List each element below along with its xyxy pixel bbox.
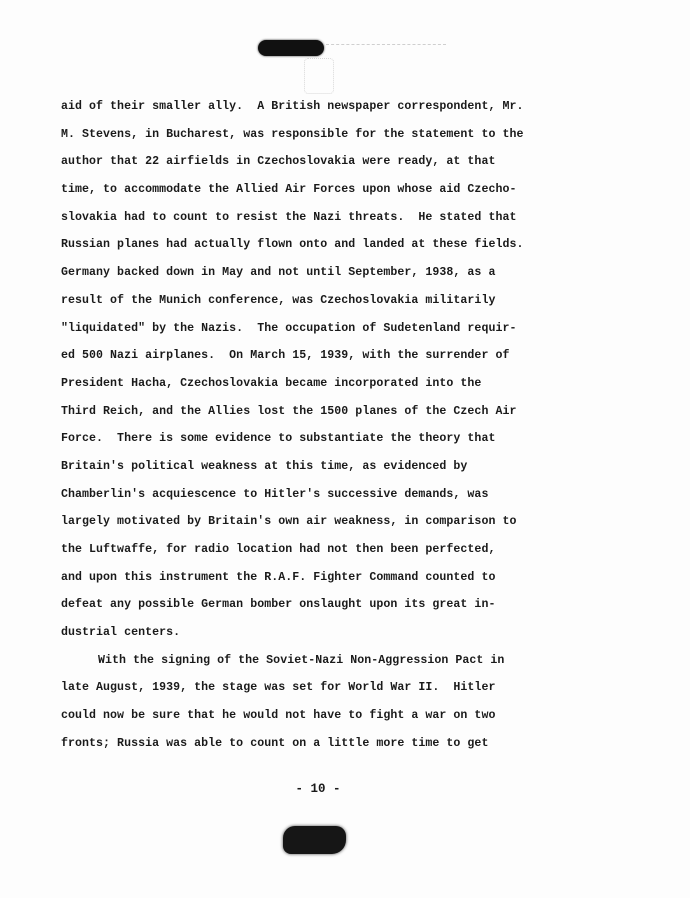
text-line: Chamberlin's acquiescence to Hitler's successive demands, was xyxy=(61,487,489,501)
text-line: Force. There is some evidence to substantiate the theory that xyxy=(61,432,496,446)
text-line: time, to accommodate the Allied Air Forces upon whose aid Czecho- xyxy=(61,183,517,197)
text-line: slovakia had to count to resist the Nazi threats. He stated that xyxy=(61,210,517,224)
text-line: result of the Munich conference, was Czechoslovakia militarily xyxy=(61,293,496,307)
body-text xyxy=(61,93,541,758)
text-line: late August, 1939, the stage was set for World War II. Hitler xyxy=(61,681,496,695)
redaction-mark-top xyxy=(258,40,324,56)
text-line: could now be sure that he would not have to fight a war on two xyxy=(61,709,496,723)
text-line: Third Reich, and the Allies lost the 1500 planes of the Czech Air xyxy=(61,404,517,418)
text-line: President Hacha, Czechoslovakia became incorporated into the xyxy=(61,376,482,390)
text-line: largely motivated by Britain's own air weakness, in comparison to xyxy=(61,515,517,529)
text-line: M. Stevens, in Bucharest, was responsible for the statement to the xyxy=(61,127,524,141)
text-line: Britain's political weakness at this time, as evidenced by xyxy=(61,459,468,473)
text-line: With the signing of the Soviet-Nazi Non-Aggression Pact in xyxy=(98,653,505,667)
text-line: Russian planes had actually flown onto and landed at these fields. xyxy=(61,238,524,252)
text-line: "liquidated" by the Nazis. The occupation of Sudetenland requir- xyxy=(61,321,517,335)
text-line: fronts; Russia was able to count on a little more time to get xyxy=(61,736,489,750)
page-number: - 10 - xyxy=(295,782,341,796)
faint-stamp-mark xyxy=(304,58,334,94)
text-line: ed 500 Nazi airplanes. On March 15, 1939, with the surrender of xyxy=(61,349,510,363)
scan-smudge xyxy=(326,44,446,48)
text-line: the Luftwaffe, for radio location had not then been perfected, xyxy=(61,543,496,556)
text-line: author that 22 airfields in Czechoslovakia were ready, at that xyxy=(61,155,496,169)
text-line: aid of their smaller ally. A British newspaper correspondent, Mr. xyxy=(61,100,524,113)
text-line: dustrial centers. xyxy=(61,626,181,640)
redaction-mark-bottom xyxy=(283,826,346,854)
text-line: Germany backed down in May and not until September, 1938, as a xyxy=(61,266,496,280)
text-line: defeat any possible German bomber onslaught upon its great in- xyxy=(61,598,496,612)
text-line: and upon this instrument the R.A.F. Fighter Command counted to xyxy=(61,570,496,584)
